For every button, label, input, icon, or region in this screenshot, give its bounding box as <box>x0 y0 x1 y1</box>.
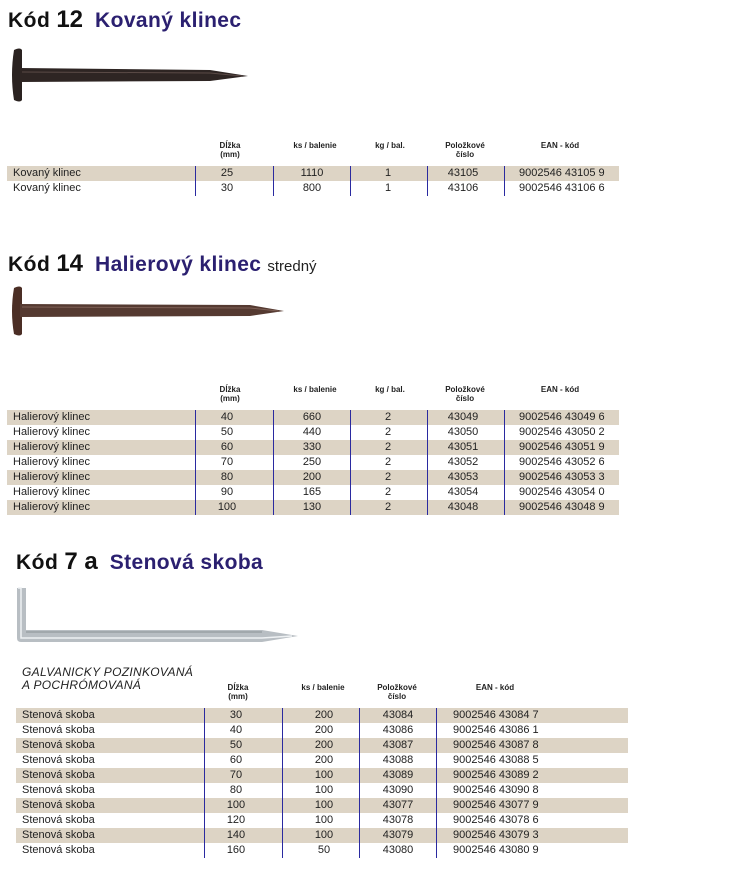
cell-pcs: 440 <box>302 426 322 438</box>
cell-kg: 2 <box>384 441 392 453</box>
cell-ean: 9002546 43054 0 <box>519 486 605 498</box>
product-name: Stenová skoba <box>109 551 264 574</box>
header-length-text: Dĺžka (mm) <box>219 385 241 403</box>
header-item-number <box>362 683 432 701</box>
cell-kg: 2 <box>384 411 392 423</box>
cell-length: 120 <box>226 814 246 826</box>
cell-ean: 9002546 43090 8 <box>453 784 539 796</box>
cell-name: Halierový klinec <box>13 501 91 513</box>
header-item-number-text: Položkové číslo <box>445 385 485 403</box>
cell-name: Stenová skoba <box>22 829 95 841</box>
cell-pcs: 100 <box>314 829 334 841</box>
product-name: Halierový klinec <box>95 253 262 276</box>
header-ean-text: EAN - kód <box>540 141 580 150</box>
cell-item-number: 43079 <box>382 829 414 841</box>
cell-kg: 2 <box>384 501 392 513</box>
cell-kg: 2 <box>384 426 392 438</box>
cell-kg: 2 <box>384 486 392 498</box>
cell-name: Halierový klinec <box>13 426 91 438</box>
header-length <box>218 683 258 701</box>
cell-ean: 9002546 43078 6 <box>453 814 539 826</box>
table-row <box>16 723 628 738</box>
cell-item-number: 43080 <box>382 844 414 856</box>
cell-item-number: 43089 <box>382 769 414 781</box>
cell-pcs: 165 <box>302 486 322 498</box>
cell-pcs: 660 <box>302 411 322 423</box>
cell-ean: 9002546 43053 3 <box>519 471 605 483</box>
table-row <box>16 753 628 768</box>
cell-item-number: 43090 <box>382 784 414 796</box>
header-item-number-text: Položkové číslo <box>445 141 485 159</box>
cell-ean: 9002546 43050 2 <box>519 426 605 438</box>
cell-ean: 9002546 43079 3 <box>453 829 539 841</box>
cell-item-number: 43105 <box>447 167 479 179</box>
cell-pcs: 1110 <box>300 167 324 179</box>
table-row <box>16 798 628 813</box>
cell-item-number: 43052 <box>447 456 479 468</box>
cell-kg: 2 <box>384 456 392 468</box>
cell-ean: 9002546 43080 9 <box>453 844 539 856</box>
cell-ean: 9002546 43105 9 <box>519 167 605 179</box>
section-heading <box>16 548 263 576</box>
cell-name: Halierový klinec <box>13 456 91 468</box>
cell-length: 30 <box>220 182 234 194</box>
cell-length: 70 <box>220 456 234 468</box>
column-divider <box>359 708 360 858</box>
cell-name: Halierový klinec <box>13 486 91 498</box>
cell-item-number: 43106 <box>447 182 479 194</box>
cell-name: Halierový klinec <box>13 411 91 423</box>
cell-item-number: 43048 <box>447 501 479 513</box>
cell-length: 50 <box>229 739 243 751</box>
wall-hook-illustration <box>12 586 302 648</box>
header-kg-text: kg / bal. <box>375 141 405 150</box>
column-divider <box>204 708 205 858</box>
header-ean-text: EAN - kód <box>540 385 580 394</box>
cell-ean: 9002546 43049 6 <box>519 411 605 423</box>
table-row <box>16 708 628 723</box>
cell-item-number: 43049 <box>447 411 479 423</box>
cell-item-number: 43053 <box>447 471 479 483</box>
cell-item-number: 43077 <box>382 799 414 811</box>
header-pcs <box>288 683 358 692</box>
cell-name: Stenová skoba <box>22 739 95 751</box>
cell-length: 100 <box>217 501 237 513</box>
table-row <box>16 738 628 753</box>
cell-item-number: 43086 <box>382 724 414 736</box>
table-row <box>16 828 628 843</box>
cell-ean: 9002546 43086 1 <box>453 724 539 736</box>
kod-number: 14 <box>56 250 84 277</box>
cell-item-number: 43054 <box>447 486 479 498</box>
cell-ean: 9002546 43106 6 <box>519 182 605 194</box>
cell-pcs: 800 <box>302 182 322 194</box>
cell-name: Stenová skoba <box>22 769 95 781</box>
kod-label: Kód <box>8 9 51 32</box>
header-length-text: Dĺžka (mm) <box>219 141 241 159</box>
cell-pcs: 200 <box>302 471 322 483</box>
cell-pcs: 100 <box>314 769 334 781</box>
cell-length: 70 <box>229 769 243 781</box>
kod-label: Kód <box>16 551 59 574</box>
cell-pcs: 130 <box>302 501 322 513</box>
cell-name: Kovaný klinec <box>13 182 81 194</box>
cell-item-number: 43084 <box>382 709 414 721</box>
table-row <box>16 783 628 798</box>
cell-item-number: 43050 <box>447 426 479 438</box>
cell-item-number: 43087 <box>382 739 414 751</box>
cell-ean: 9002546 43089 2 <box>453 769 539 781</box>
cell-pcs: 100 <box>314 799 334 811</box>
cell-item-number: 43051 <box>447 441 479 453</box>
kod-label: Kód <box>8 253 51 276</box>
cell-name: Halierový klinec <box>13 441 91 453</box>
header-item-number-text: Položkové číslo <box>377 683 417 701</box>
cell-pcs: 100 <box>314 784 334 796</box>
cell-name: Stenová skoba <box>22 754 95 766</box>
cell-length: 140 <box>226 829 246 841</box>
cell-name: Stenová skoba <box>22 724 95 736</box>
cell-length: 80 <box>220 471 234 483</box>
cell-name: Stenová skoba <box>22 844 95 856</box>
cell-item-number: 43078 <box>382 814 414 826</box>
cell-name: Halierový klinec <box>13 471 91 483</box>
cell-length: 60 <box>220 441 234 453</box>
cell-name: Kovaný klinec <box>13 167 81 179</box>
cell-kg: 1 <box>384 167 392 179</box>
cell-pcs: 200 <box>314 754 334 766</box>
cell-ean: 9002546 43052 6 <box>519 456 605 468</box>
cell-kg: 1 <box>384 182 392 194</box>
header-length-text: Dĺžka (mm) <box>227 683 249 701</box>
header-ean-text: EAN - kód <box>475 683 515 692</box>
cell-pcs: 200 <box>314 724 334 736</box>
cell-pcs: 50 <box>317 844 331 856</box>
header-pcs-text: ks / balenie <box>301 683 345 692</box>
cell-length: 60 <box>229 754 243 766</box>
cell-name: Stenová skoba <box>22 814 95 826</box>
cell-length: 50 <box>220 426 234 438</box>
product-name: Kovaný klinec <box>95 9 242 32</box>
cell-pcs: 250 <box>302 456 322 468</box>
header-kg-text: kg / bal. <box>375 385 405 394</box>
header-ean <box>455 683 535 692</box>
kod-number: 12 <box>56 6 84 33</box>
cell-name: Stenová skoba <box>22 784 95 796</box>
cell-length: 80 <box>229 784 243 796</box>
table-row <box>16 813 628 828</box>
column-divider <box>282 708 283 858</box>
cell-ean: 9002546 43088 5 <box>453 754 539 766</box>
cell-pcs: 200 <box>314 739 334 751</box>
product-subtitle: stredný <box>267 258 317 275</box>
cell-ean: 9002546 43084 7 <box>453 709 539 721</box>
cell-pcs: 200 <box>314 709 334 721</box>
cell-length: 90 <box>220 486 234 498</box>
cell-pcs: 100 <box>314 814 334 826</box>
cell-length: 40 <box>220 411 234 423</box>
cell-name: Stenová skoba <box>22 799 95 811</box>
header-pcs-text: ks / balenie <box>293 141 337 150</box>
cell-length: 160 <box>226 844 246 856</box>
cell-length: 100 <box>226 799 246 811</box>
cell-item-number: 43088 <box>382 754 414 766</box>
cell-kg: 2 <box>384 471 392 483</box>
cell-ean: 9002546 43087 8 <box>453 739 539 751</box>
cell-ean: 9002546 43048 9 <box>519 501 605 513</box>
cell-name: Stenová skoba <box>22 709 95 721</box>
table-row <box>16 843 628 858</box>
cell-pcs: 330 <box>302 441 322 453</box>
finish-note: GALVANICKY POZINKOVANÁ A POCHRÓMOVANÁ <box>22 665 194 692</box>
cell-length: 40 <box>229 724 243 736</box>
header-pcs-text: ks / balenie <box>293 385 337 394</box>
cell-length: 25 <box>220 167 234 179</box>
kod-number: 7 a <box>64 548 98 575</box>
table-row <box>16 768 628 783</box>
cell-length: 30 <box>229 709 243 721</box>
cell-ean: 9002546 43051 9 <box>519 441 605 453</box>
column-divider <box>436 708 437 858</box>
cell-ean: 9002546 43077 9 <box>453 799 539 811</box>
